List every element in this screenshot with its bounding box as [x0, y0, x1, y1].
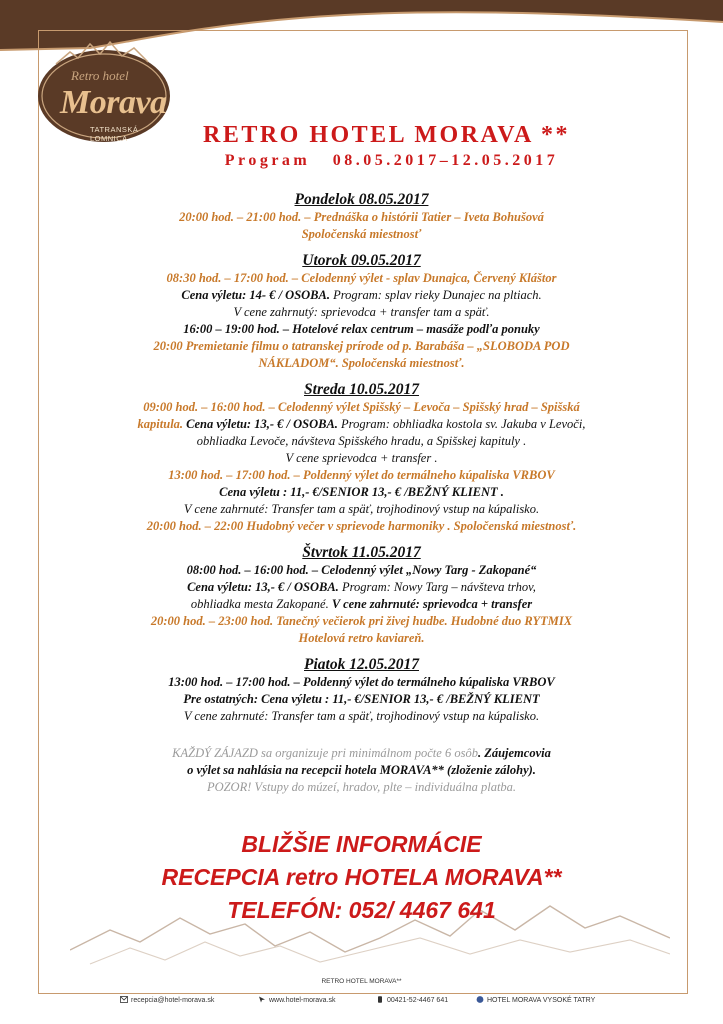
event-line: 20:00 hod. – 21:00 hod. – Prednáška o histórii Tatier – Iveta Bohušová: [179, 210, 544, 224]
day-title: Štvrtok 11.05.2017: [302, 544, 421, 561]
program-header: [0, 120, 723, 172]
day-monday: [0, 190, 723, 243]
logo-name-text: Morava: [60, 84, 167, 121]
logo-sub-text: TATRANSKÁ LOMNICA: [90, 125, 139, 143]
event-line: [0, 416, 723, 433]
footer-phone[interactable]: [376, 996, 448, 1004]
footer-email[interactable]: [120, 996, 214, 1004]
event-line: 20:00 hod. – 23:00 hod. Tanečný večierok pri živej hudbe. Hudobné duo RYTMIX: [150, 614, 573, 628]
footer-phone-text: 00421-52-4467 641: [387, 997, 449, 1004]
event-line: Spoločenská miestnosť: [301, 227, 422, 241]
event-line: 20:00 hod. – 22:00 Hudobný večer v sprievode harmoniky . Spoločenská miestnosť.: [146, 519, 577, 533]
footer-facebook-text: HOTEL MORAVA VYSOKÉ TATRY: [487, 997, 596, 1004]
day-thursday: [0, 543, 723, 647]
footer-hotel-name: RETRO HOTEL MORAVA**: [321, 978, 402, 985]
detail-text: obhliadka mesta Zakopané.: [190, 597, 329, 611]
footer-facebook[interactable]: [476, 996, 595, 1004]
detail-text: Program: Nowy Targ – návšteva trhov,: [338, 580, 536, 594]
day-title: Streda 10.05.2017: [304, 381, 419, 398]
event-line: 09:00 hod. – 16:00 hod. – Celodenný výlet Spišský – Levoča – Spišský hrad – Spišská: [143, 400, 580, 414]
note-text: . Záujemcovia: [477, 746, 551, 760]
day-wednesday: [0, 380, 723, 535]
price-text: Cena výletu: 13,- € / OSOBA.: [183, 417, 338, 431]
event-line: V cene sprievodca + transfer .: [285, 451, 438, 465]
info-heading: BLIŽŠIE INFORMÁCIE: [241, 831, 482, 857]
event-line: [0, 596, 723, 613]
detail-text: Program: splav rieky Dunajec na pltiach.: [329, 288, 542, 302]
event-line: Cena výletu : 11,- €/SENIOR 13,- € /BEŽNÝ KLIENT .: [219, 485, 504, 499]
footer-web[interactable]: [258, 996, 336, 1004]
cursor-icon: [258, 996, 266, 1003]
price-text: Cena výletu: 14- € / OSOBA.: [181, 288, 330, 302]
facebook-icon: [476, 996, 484, 1003]
event-line: 13:00 hod. – 17:00 hod. – Poldenný výlet do termálneho kúpaliska VRBOV: [168, 675, 555, 689]
day-title: Pondelok 08.05.2017: [294, 191, 429, 208]
day-title: Piatok 12.05.2017: [304, 656, 419, 673]
program-content: [0, 190, 723, 733]
event-line: NÁKLADOM“. Spoločenská miestnosť.: [258, 356, 465, 370]
event-line: 20:00 Premietanie filmu o tatranskej prírode od p. Barabáša – „SLOBODA POD: [153, 339, 570, 353]
event-line: V cene zahrnutý: sprievodca + transfer tam a späť.: [233, 305, 490, 319]
contact-info: [0, 828, 723, 927]
footer-web-text: www.hotel-morava.sk: [269, 997, 336, 1004]
event-line: 08:30 hod. – 17:00 hod. – Celodenný výlet - splav Dunajca, Červený Kláštor: [166, 271, 557, 285]
note-line: o výlet sa nahlásia na recepcii hotela MORAVA** (zloženie zálohy).: [187, 763, 536, 777]
event-line: obhliadka Levoče, návšteva Spišského hradu, a Spišskej kapituly .: [196, 434, 527, 448]
note-line: [0, 745, 723, 762]
day-tuesday: [0, 251, 723, 372]
event-line: [0, 287, 723, 304]
event-line: Pre ostatných: Cena výletu : 11,- €/SENIOR 13,- € /BEŽNÝ KLIENT: [183, 692, 540, 706]
info-phone: TELEFÓN: 052/ 4467 641: [227, 897, 496, 923]
logo-script-text: Retro hotel: [71, 68, 129, 83]
program-dates: Program 08.05.2017–12.05.2017: [224, 152, 559, 169]
page-title: RETRO HOTEL MORAVA **: [202, 122, 571, 148]
footer-email-text: recepcia@hotel-morava.sk: [131, 997, 215, 1004]
day-friday: [0, 655, 723, 725]
event-line: 08:00 hod. – 16:00 hod. – Celodenný výlet „Nowy Targ - Zakopané“: [186, 563, 537, 577]
info-reception: RECEPCIA retro HOTELA MORAVA**: [161, 864, 562, 890]
detail-text: Program: obhliadka kostola sv. Jakuba v Levoči,: [337, 417, 586, 431]
event-line: V cene zahrnuté: Transfer tam a späť, trojhodinový vstup na kúpalisko.: [183, 502, 540, 516]
detail-text: kapitula.: [137, 417, 184, 431]
mail-icon: [120, 996, 128, 1003]
detail-text: V cene zahrnuté: sprievodca + transfer: [328, 597, 533, 611]
day-title: Utorok 09.05.2017: [302, 252, 421, 269]
event-line: Hotelová retro kaviareň.: [298, 631, 425, 645]
event-line: [0, 579, 723, 596]
event-line: 13:00 hod. – 17:00 hod. – Poldenný výlet do termálneho kúpaliska VRBOV: [168, 468, 555, 482]
price-text: Cena výletu: 13,- € / OSOBA.: [187, 580, 339, 594]
phone-icon: [376, 996, 384, 1003]
event-line: V cene zahrnuté: Transfer tam a späť, trojhodinový vstup na kúpalisko.: [183, 709, 540, 723]
note-text: KAŽDÝ ZÁJAZD sa organizuje pri minimálnom počte 6 osôb: [172, 746, 478, 760]
note-line: POZOR! Vstupy do múzeí, hradov, plte – individuálna platba.: [206, 780, 517, 794]
booking-notes: [0, 745, 723, 796]
event-line: 16:00 – 19:00 hod. – Hotelové relax centrum – masáže podľa ponuky: [183, 322, 540, 336]
